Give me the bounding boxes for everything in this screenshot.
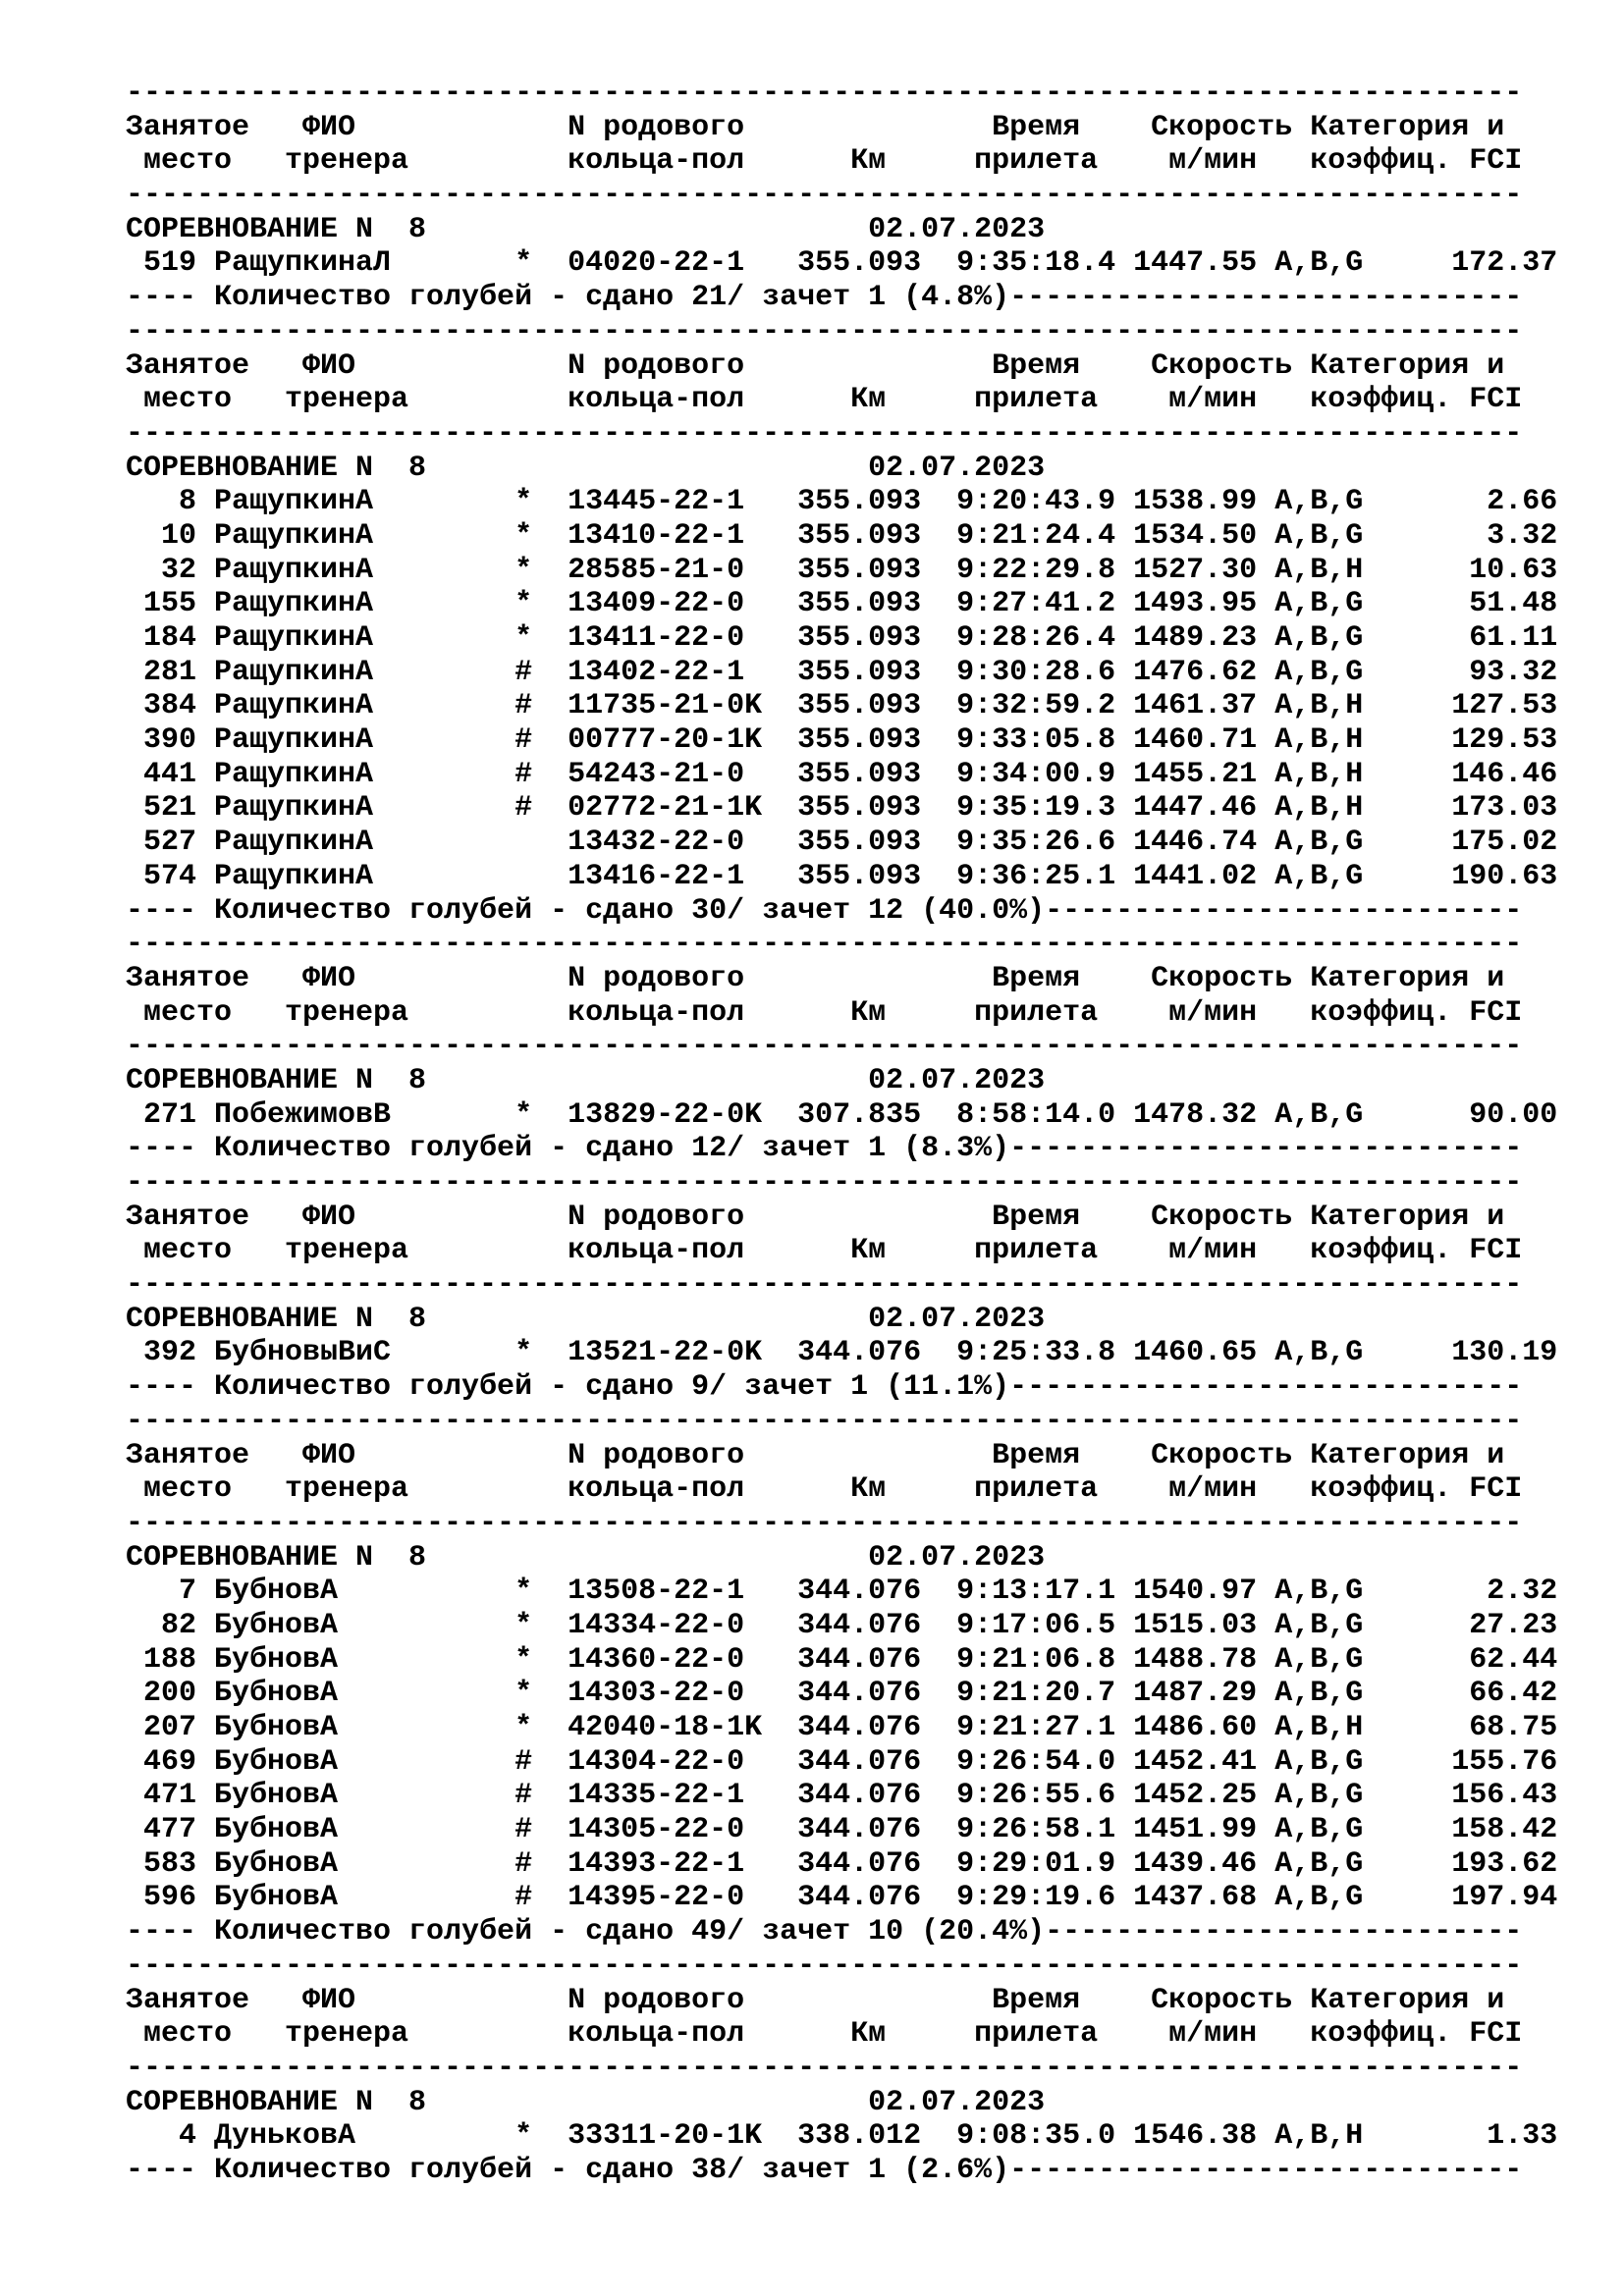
section-summary: ---- Количество голубей - сдано 38/ зачет 1 (2.6%)----------------------------- [126, 2153, 1523, 2187]
table-row: 281 РащупкинА # 13402-22-1 355.093 9:30:28.6 1476.62 A,B,G 93.32 [126, 655, 1558, 689]
table-row: 82 БубновА * 14334-22-0 344.076 9:17:06.5 1515.03 A,B,G 27.23 [126, 1608, 1558, 1642]
results-report [126, 77, 1598, 2188]
table-row: 574 РащупкинА 13416-22-1 355.093 9:36:25.1 1441.02 A,B,G 190.63 [126, 859, 1558, 893]
column-header: место тренера кольца-пол Км прилета м/мин коэффиц. FCI [126, 383, 1523, 417]
section-summary: ---- Количество голубей - сдано 30/ зачет 12 (40.0%)--------------------------- [126, 893, 1523, 928]
table-row: 471 БубновА # 14335-22-1 344.076 9:26:55.6 1452.25 A,B,G 156.43 [126, 1779, 1558, 1813]
table-row: 188 БубновА * 14360-22-0 344.076 9:21:06.8 1488.78 A,B,G 62.44 [126, 1642, 1558, 1677]
separator-rule: ------------------------------------------------------------------------------- [126, 2051, 1523, 2085]
column-header: место тренера кольца-пол Км прилета м/мин коэффиц. FCI [126, 1472, 1523, 1507]
separator-rule: ------------------------------------------------------------------------------- [126, 1166, 1523, 1200]
competition-title: СОРЕВНОВАНИЕ N 8 02.07.2023 [126, 212, 1046, 246]
separator-rule: ------------------------------------------------------------------------------- [126, 1268, 1523, 1303]
section-summary: ---- Количество голубей - сдано 49/ зачет 10 (20.4%)--------------------------- [126, 1915, 1523, 1949]
column-header: Занятое ФИО N родового Время Скорость Категория и [126, 1983, 1505, 2017]
table-row: 184 РащупкинА * 13411-22-0 355.093 9:28:26.4 1489.23 A,B,G 61.11 [126, 621, 1558, 655]
table-row: 519 РащупкинаЛ * 04020-22-1 355.093 9:35:18.4 1447.55 A,B,G 172.37 [126, 246, 1558, 281]
column-header: место тренера кольца-пол Км прилета м/мин коэффиц. FCI [126, 144, 1523, 179]
table-row: 200 БубновА * 14303-22-0 344.076 9:21:20.7 1487.29 A,B,G 66.42 [126, 1677, 1558, 1711]
table-row: 8 РащупкинА * 13445-22-1 355.093 9:20:43.9 1538.99 A,B,G 2.66 [126, 485, 1558, 519]
table-row: 596 БубновА # 14395-22-0 344.076 9:29:19.6 1437.68 A,B,G 197.94 [126, 1881, 1558, 1915]
column-header: Занятое ФИО N родового Время Скорость Категория и [126, 961, 1505, 995]
column-header: Занятое ФИО N родового Время Скорость Категория и [126, 348, 1505, 383]
competition-title: СОРЕВНОВАНИЕ N 8 02.07.2023 [126, 1063, 1046, 1097]
competition-title: СОРЕВНОВАНИЕ N 8 02.07.2023 [126, 2085, 1046, 2119]
table-row: 441 РащупкинА # 54243-21-0 355.093 9:34:00.9 1455.21 A,B,H 146.46 [126, 757, 1558, 791]
table-row: 207 БубновА * 42040-18-1K 344.076 9:21:27.1 1486.60 A,B,H 68.75 [126, 1711, 1558, 1744]
separator-rule: ------------------------------------------------------------------------------- [126, 179, 1523, 213]
competition-title: СОРЕВНОВАНИЕ N 8 02.07.2023 [126, 1302, 1046, 1336]
table-row: 392 БубновыВиС * 13521-22-0K 344.076 9:25:33.8 1460.65 A,B,G 130.19 [126, 1336, 1558, 1370]
table-row: 583 БубновА # 14393-22-1 344.076 9:29:01.9 1439.46 A,B,G 193.62 [126, 1846, 1558, 1881]
table-row: 477 БубновА # 14305-22-0 344.076 9:26:58.1 1451.99 A,B,G 158.42 [126, 1813, 1558, 1847]
separator-rule: ------------------------------------------------------------------------------- [126, 314, 1523, 348]
column-header: Занятое ФИО N родового Время Скорость Категория и [126, 1438, 1505, 1472]
table-row: 469 БубновА # 14304-22-0 344.076 9:26:54.0 1452.41 A,B,G 155.76 [126, 1744, 1558, 1779]
column-header: Занятое ФИО N родового Время Скорость Категория и [126, 1200, 1505, 1234]
section-summary: ---- Количество голубей - сдано 21/ зачет 1 (4.8%)----------------------------- [126, 281, 1523, 315]
separator-rule: ------------------------------------------------------------------------------- [126, 77, 1523, 110]
competition-title: СОРЕВНОВАНИЕ N 8 02.07.2023 [126, 451, 1046, 485]
competition-title: СОРЕВНОВАНИЕ N 8 02.07.2023 [126, 1540, 1046, 1575]
separator-rule: ------------------------------------------------------------------------------- [126, 416, 1523, 451]
separator-rule: ------------------------------------------------------------------------------- [126, 1030, 1523, 1064]
table-row: 384 РащупкинА # 11735-21-0K 355.093 9:32:59.2 1461.37 A,B,H 127.53 [126, 689, 1558, 723]
separator-rule: ------------------------------------------------------------------------------- [126, 928, 1523, 962]
column-header: место тренера кольца-пол Км прилета м/мин коэффиц. FCI [126, 995, 1523, 1030]
table-row: 271 ПобежимовВ * 13829-22-0K 307.835 8:58:14.0 1478.32 A,B,G 90.00 [126, 1097, 1558, 1132]
table-row: 390 РащупкинА # 00777-20-1K 355.093 9:33:05.8 1460.71 A,B,H 129.53 [126, 723, 1558, 758]
section-summary: ---- Количество голубей - сдано 9/ зачет 1 (11.1%)----------------------------- [126, 1370, 1523, 1405]
separator-rule: ------------------------------------------------------------------------------- [126, 1949, 1523, 1983]
column-header: место тренера кольца-пол Км прилета м/мин коэффиц. FCI [126, 1234, 1523, 1268]
table-row: 10 РащупкинА * 13410-22-1 355.093 9:21:24.4 1534.50 A,B,G 3.32 [126, 518, 1558, 553]
table-row: 521 РащупкинА # 02772-21-1K 355.093 9:35:19.3 1447.46 A,B,H 173.03 [126, 791, 1558, 826]
separator-rule: ------------------------------------------------------------------------------- [126, 1404, 1523, 1438]
table-row: 527 РащупкинА 13432-22-0 355.093 9:35:26.6 1446.74 A,B,G 175.02 [126, 826, 1558, 860]
table-row: 7 БубновА * 13508-22-1 344.076 9:13:17.1 1540.97 A,B,G 2.32 [126, 1575, 1558, 1609]
separator-rule: ------------------------------------------------------------------------------- [126, 1506, 1523, 1540]
table-row: 32 РащупкинА * 28585-21-0 355.093 9:22:29.8 1527.30 A,B,H 10.63 [126, 553, 1558, 587]
table-row: 4 ДуньковА * 33311-20-1K 338.012 9:08:35.0 1546.38 A,B,H 1.33 [126, 2119, 1558, 2154]
table-row: 155 РащупкинА * 13409-22-0 355.093 9:27:41.2 1493.95 A,B,G 51.48 [126, 587, 1558, 621]
column-header: Занятое ФИО N родового Время Скорость Категория и [126, 110, 1505, 144]
section-summary: ---- Количество голубей - сдано 12/ зачет 1 (8.3%)----------------------------- [126, 1132, 1523, 1166]
column-header: место тренера кольца-пол Км прилета м/мин коэффиц. FCI [126, 2017, 1523, 2052]
